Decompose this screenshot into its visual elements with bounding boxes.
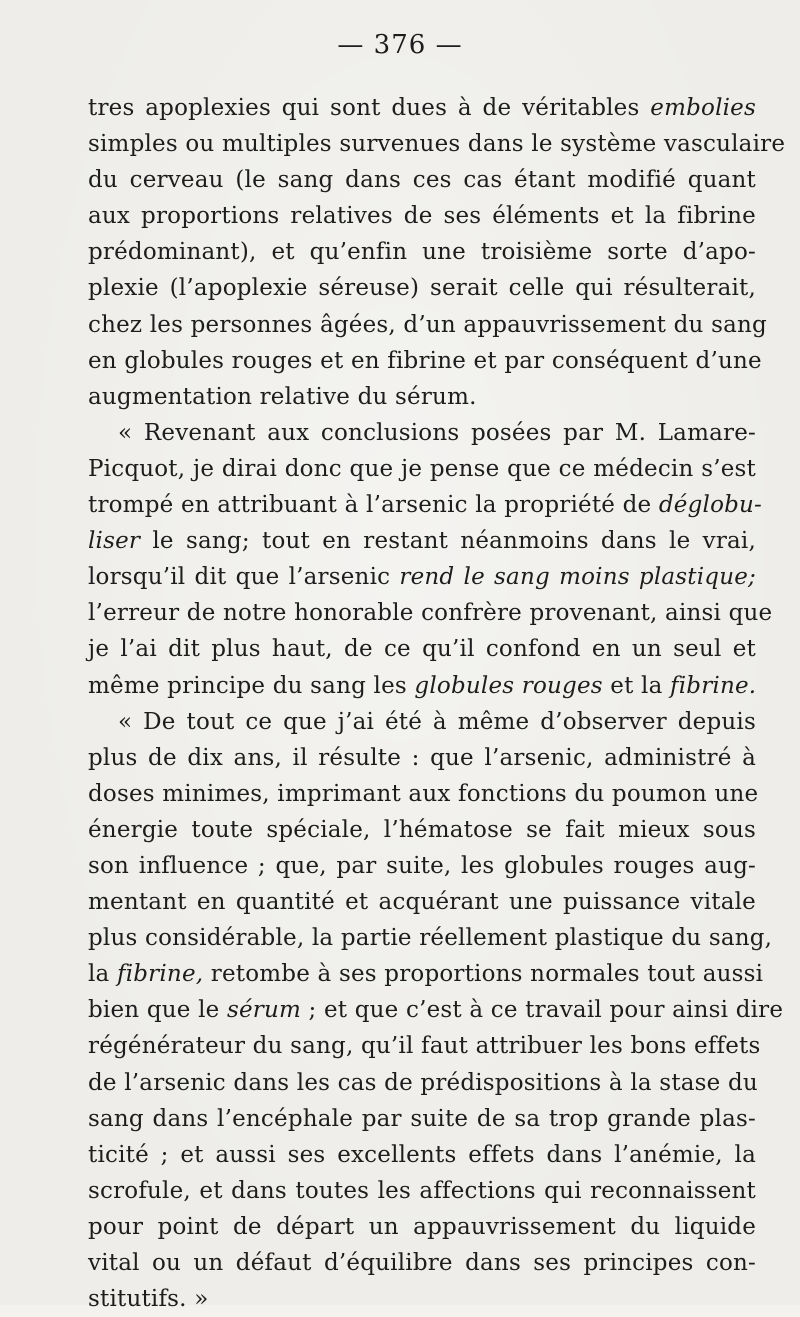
text-line bbox=[88, 992, 784, 1028]
text-run: stitutifs. » bbox=[88, 1286, 209, 1313]
text-run: plus de dix ans, il résulte : que l’arsenic, administré à bbox=[88, 744, 756, 771]
text-run: plus considérable, la partie réellement plastique du sang, bbox=[88, 925, 773, 952]
text-run: aux proportions relatives de ses éléments et la fibrine bbox=[88, 203, 756, 230]
text-line bbox=[88, 162, 756, 198]
text-run: la bbox=[88, 961, 117, 988]
text-run: vital ou un défaut d’équilibre dans ses principes con- bbox=[88, 1250, 756, 1276]
italic-text: fibrine. bbox=[670, 672, 757, 699]
italic-text: liser bbox=[88, 528, 141, 555]
text-line bbox=[88, 1065, 756, 1101]
text-run: scrofule, et dans toutes les affections qui reconnaissent bbox=[88, 1177, 756, 1204]
italic-text: sérum bbox=[226, 997, 301, 1024]
text-run: sang dans l’encéphale par suite de sa trop grande plas- bbox=[88, 1105, 756, 1132]
text-line bbox=[88, 812, 756, 848]
text-run: en globules rouges et en fibrine et par conséquent d’une bbox=[88, 347, 762, 374]
text-line bbox=[88, 559, 756, 595]
text-run: mentant en quantité et acquérant une puissance vitale bbox=[88, 889, 756, 916]
text-line bbox=[88, 234, 756, 270]
text-line bbox=[88, 270, 756, 306]
text-run: doses minimes, imprimant aux fonctions du poumon une bbox=[88, 780, 759, 807]
text-line bbox=[88, 126, 786, 162]
text-run: bien que le bbox=[88, 997, 227, 1024]
text-run: simples ou multiples survenues dans le système vasculaire bbox=[88, 131, 786, 158]
text-line bbox=[88, 343, 762, 379]
text-line bbox=[88, 379, 756, 415]
text-run: son influence ; que, par suite, les globules rouges aug- bbox=[88, 852, 756, 879]
text-run: plexie (l’apoplexie séreuse) serait celle qui résulterait, bbox=[88, 275, 756, 302]
text-run: même principe du sang les bbox=[88, 672, 415, 699]
text-run: de l’arsenic dans les cas de prédispositions à la stase du bbox=[88, 1069, 758, 1096]
text-run: retombe à ses proportions normales tout aussi bbox=[203, 961, 764, 988]
text-line bbox=[88, 1245, 756, 1281]
italic-text: embolies bbox=[650, 95, 756, 121]
text-line bbox=[88, 848, 756, 884]
text-line bbox=[88, 1137, 756, 1173]
text-run: « Revenant aux conclusions posées par M. Lamare- bbox=[118, 419, 756, 446]
text-line bbox=[88, 90, 756, 126]
text-run: « De tout ce que j’ai été à même d’observer depuis bbox=[118, 708, 756, 735]
text-line bbox=[88, 451, 756, 487]
text-run: régénérateur du sang, qu’il faut attribuer les bons effets bbox=[88, 1033, 761, 1060]
text-line bbox=[88, 1173, 756, 1209]
text-line bbox=[88, 198, 756, 234]
text-line bbox=[88, 631, 756, 667]
text-run: énergie toute spéciale, l’hématose se fait mieux sous bbox=[88, 816, 756, 843]
text-run: l’erreur de notre honorable confrère provenant, ainsi que bbox=[88, 600, 773, 627]
text-line bbox=[88, 1209, 756, 1245]
text-line bbox=[88, 740, 756, 776]
text-run: prédominant), et qu’enfin une troisième sorte d’apo- bbox=[88, 239, 756, 266]
italic-text: globules rouges bbox=[414, 672, 603, 699]
text-run: pour point de départ un appauvrissement du liquide bbox=[88, 1213, 756, 1240]
text-line bbox=[88, 415, 756, 451]
italic-text: déglobu- bbox=[658, 492, 763, 519]
text-run: du cerveau (le sang dans ces cas étant modifié quant bbox=[88, 167, 756, 194]
italic-text: fibrine, bbox=[116, 961, 204, 988]
text-run: Picquot, je dirai donc que je pense que ce médecin s’est bbox=[88, 455, 756, 482]
text-run: lorsqu’il dit que l’arsenic bbox=[88, 564, 400, 591]
text-line bbox=[88, 704, 756, 740]
text-run: et la bbox=[602, 672, 671, 699]
text-line bbox=[88, 956, 764, 992]
text-run: je l’ai dit plus haut, de ce qu’il confond en un seul et bbox=[88, 636, 756, 663]
text-line bbox=[88, 884, 756, 920]
text-line bbox=[88, 776, 759, 812]
text-run: tres apoplexies qui sont dues à de véritables bbox=[88, 95, 651, 121]
text-run: ticité ; et aussi ses excellents effets dans l’anémie, la bbox=[88, 1141, 756, 1168]
text-run: chez les personnes âgées, d’un appauvrissement du sang bbox=[88, 311, 767, 338]
text-line bbox=[88, 487, 763, 523]
body-text bbox=[88, 90, 786, 1317]
page-number: — 376 — bbox=[337, 30, 463, 60]
text-run: le sang; tout en restant néanmoins dans le vrai, bbox=[140, 528, 756, 555]
text-run: augmentation relative du sérum. bbox=[88, 383, 477, 410]
text-line bbox=[88, 595, 773, 631]
text-run: trompé en attribuant à l’arsenic la propriété de bbox=[88, 492, 659, 519]
text-line bbox=[88, 523, 756, 559]
text-run: ; et que c’est à ce travail pour ainsi dire bbox=[301, 997, 784, 1024]
text-line bbox=[88, 1101, 756, 1137]
italic-text: rend le sang moins plastique; bbox=[399, 564, 756, 591]
text-line bbox=[88, 920, 773, 956]
text-line bbox=[88, 1028, 761, 1064]
text-line bbox=[88, 668, 756, 704]
text-line bbox=[88, 1281, 756, 1317]
text-line bbox=[88, 307, 767, 343]
